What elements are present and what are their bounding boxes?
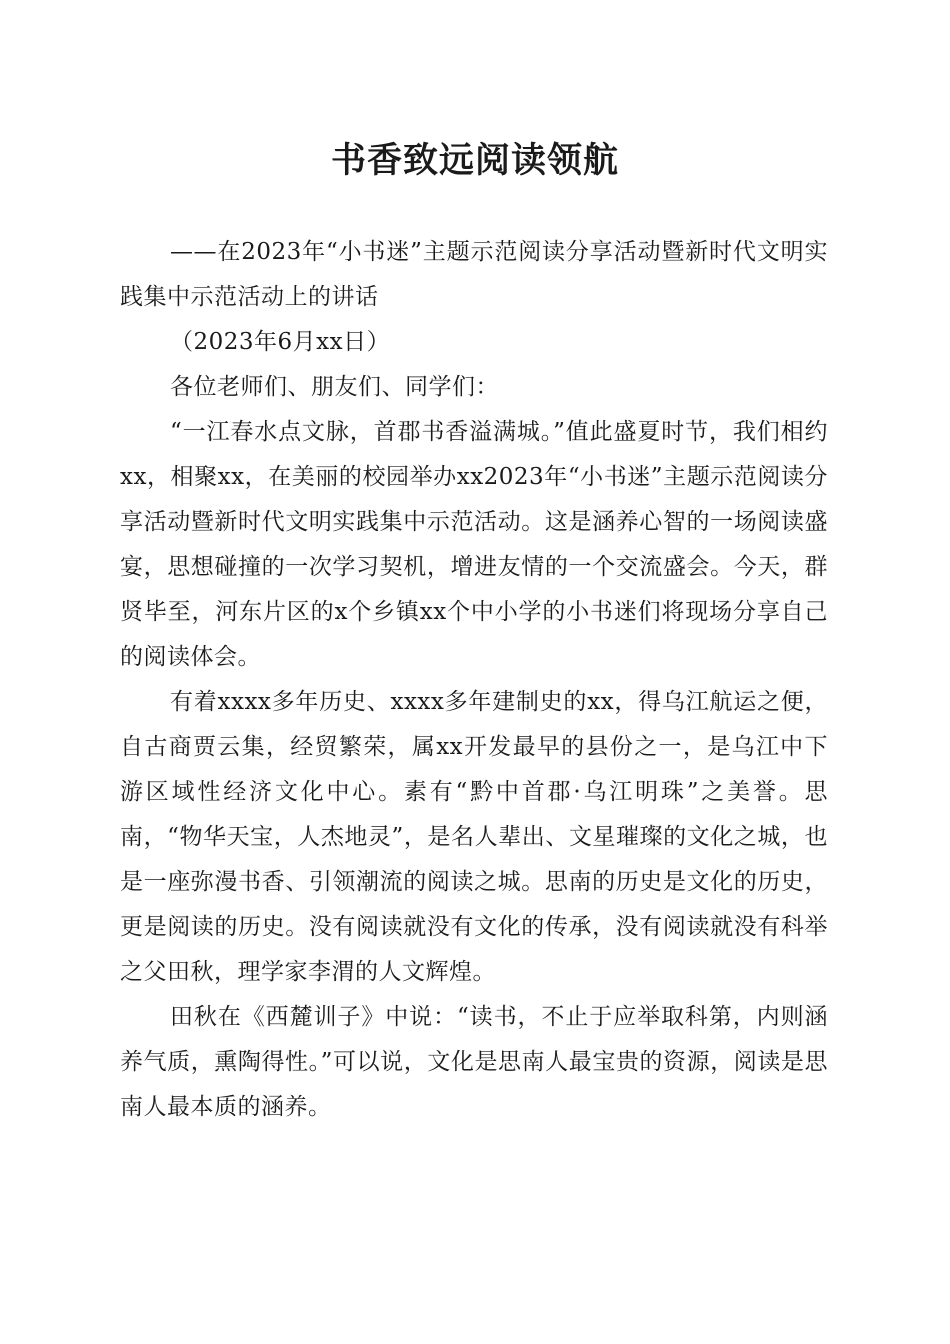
paragraph: 有着xxxx多年历史、xxxx多年建制史的xx，得乌江航运之便，自古商贾云集，经贸繁荣，属xx开发最早的县份之一，是乌江中下游区域性经济文化中心。素有“黔中首郡·乌江明珠”之美誉。思南，“物华天宝，人杰地灵”，是名人辈出、文星璀璨的文化之城，也是一座弥漫书香、引领潮流的阅读之城。思南的历史是文化的历史，更是阅读的历史。没有阅读就没有文化的传承，没有阅读就没有科举之父田秋，理学家李渭的人文辉煌。: [120, 689, 828, 985]
document-title: 书香致远阅读领航: [330, 140, 619, 181]
paragraph: “一江春水点文脉，首郡书香溢满城。”值此盛夏时节，我们相约xx，相聚xx，在美丽的校园举办xx2023年“小书迷”主题示范阅读分享活动暨新时代文明实践集中示范活动。这是涵养心智的一场阅读盛宴，思想碰撞的一次学习契机，增进友情的一个交流盛会。今天，群贤毕至，河东片区的x个乡镇xx个中小学的小书迷们将现场分享自己的阅读体会。: [120, 419, 828, 670]
speech-date: （2023年6月xx日）: [170, 329, 391, 355]
subtitle: ——在2023年“小书迷”主题示范阅读分享活动暨新时代文明实践集中示范活动上的讲话: [120, 239, 828, 310]
greeting: 各位老师们、朋友们、同学们：: [170, 374, 499, 400]
paragraph: 田秋在《西麓训子》中说：“读书，不止于应举取科第，内则涵养气质，熏陶得性。”可以说，文化是思南人最宝贵的资源，阅读是思南人最本质的涵养。: [120, 1004, 828, 1120]
document-body: [120, 230, 828, 1130]
